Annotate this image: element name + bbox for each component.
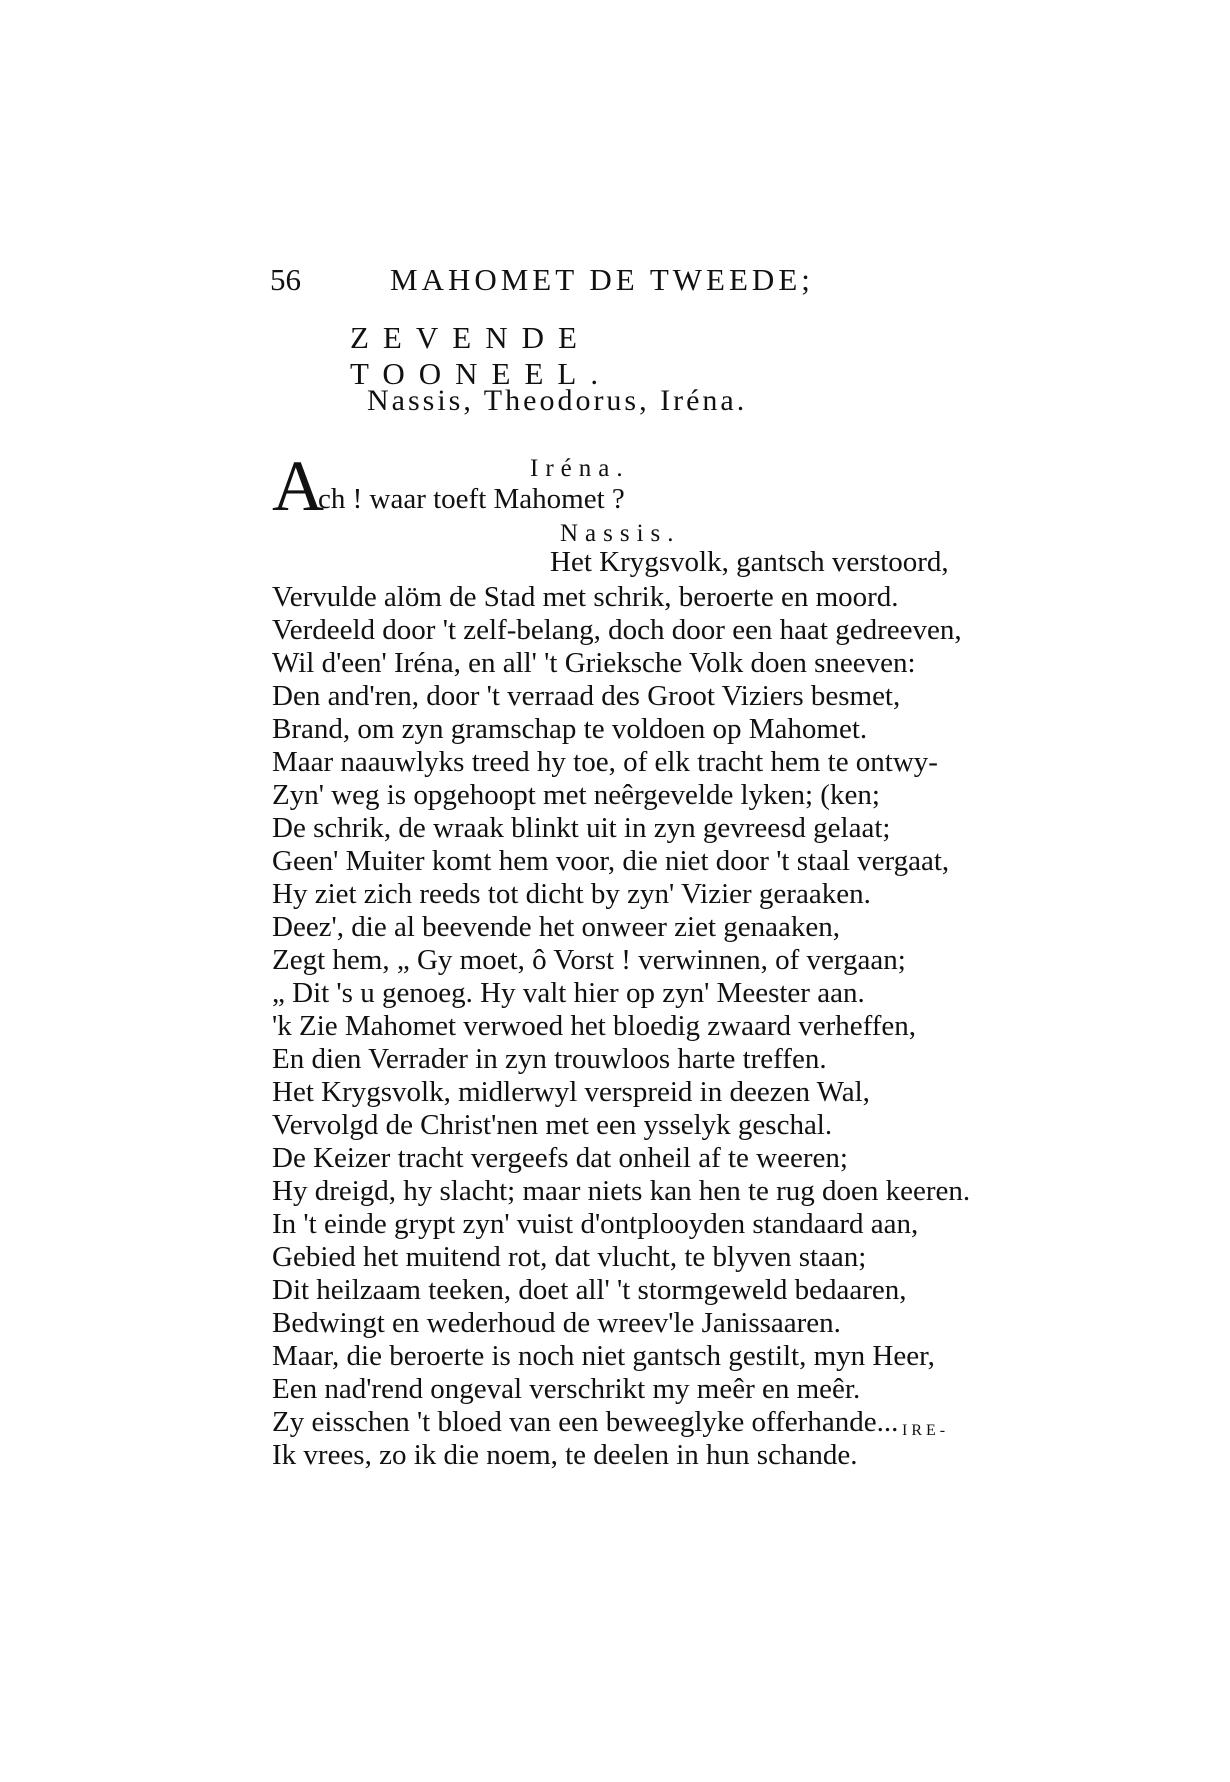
verse-line: Vervulde alöm de Stad met schrik, beroerte en moord. bbox=[272, 581, 899, 613]
verse-line: Den and'ren, door 't verraad des Groot Viziers besmet, bbox=[272, 680, 901, 712]
catchword: IRE- bbox=[902, 1422, 950, 1439]
verse-line: Gebied het muitend rot, dat vlucht, te blyven staan; bbox=[272, 1241, 867, 1273]
running-header bbox=[270, 258, 870, 308]
verse-line: Brand, om zyn gramschap te voldoen op Mahomet. bbox=[272, 713, 868, 745]
verse-line: Zegt hem, „ Gy moet, ô Vorst ! verwinnen, of vergaan; bbox=[272, 944, 906, 976]
verse-line: Maar naauwlyks treed hy toe, of elk tracht hem te ontwy- bbox=[272, 746, 938, 778]
drop-cap: A bbox=[272, 446, 324, 526]
scene-heading: ZEVENDE TOONEEL. bbox=[350, 320, 613, 391]
verse-line: De Keizer tracht vergeefs dat onheil af te weeren; bbox=[272, 1142, 848, 1174]
page-number: 56 bbox=[270, 262, 301, 297]
verse-line: Geen' Muiter komt hem voor, die niet door 't staal vergaat, bbox=[272, 845, 950, 877]
verse-line: Het Krygsvolk, midlerwyl verspreid in deezen Wal, bbox=[272, 1076, 870, 1108]
verse-line: Bedwingt en wederhoud de wreev'le Janissaaren. bbox=[272, 1307, 841, 1339]
verse-line: Wil d'een' Iréna, en all' 't Grieksche Volk doen sneeven: bbox=[272, 647, 916, 679]
verse-line: Hy dreigd, hy slacht; maar niets kan hen te rug doen keeren. bbox=[272, 1175, 971, 1207]
verse-line: Hy ziet zich reeds tot dicht by zyn' Vizier geraaken. bbox=[272, 878, 871, 910]
verse-line: Een nad'rend ongeval verschrikt my meêr en meêr. bbox=[272, 1373, 861, 1405]
verse-line: Zyn' weg is opgehoopt met neêrgevelde lyken; (ken; bbox=[272, 779, 880, 811]
characters-list: Nassis, Theodorus, Iréna. bbox=[367, 384, 748, 417]
verse-line: „ Dit 's u genoeg. Hy valt hier op zyn' Meester aan. bbox=[272, 977, 865, 1009]
verse-line: Het Krygsvolk, gantsch verstoord, bbox=[550, 546, 949, 578]
speaker-irena: Iréna. bbox=[530, 455, 630, 482]
first-line-rest: ch ! waar toeft Mahomet ? bbox=[318, 483, 625, 515]
verse-line: In 't einde grypt zyn' vuist d'ontplooyden standaard aan, bbox=[272, 1208, 919, 1240]
verse-line: Ik vrees, zo ik die noem, te deelen in hun schande. bbox=[272, 1439, 858, 1471]
verse-line: 'k Zie Mahomet verwoed het bloedig zwaard verheffen, bbox=[272, 1010, 917, 1042]
verse-line: Vervolgd de Christ'nen met een ysselyk geschal. bbox=[272, 1109, 833, 1141]
verse-line: Dit heilzaam teeken, doet all' 't stormgeweld bedaaren, bbox=[272, 1274, 907, 1306]
speaker-nassis: Nassis. bbox=[560, 520, 681, 547]
verse-line: Verdeeld door 't zelf-belang, doch door een haat gedreeven, bbox=[272, 614, 962, 646]
verse-line: Deez', die al beevende het onweer ziet genaaken, bbox=[272, 911, 840, 943]
running-title: MAHOMET DE TWEEDE; bbox=[390, 262, 814, 297]
verse-line: De schrik, de wraak blinkt uit in zyn gevreesd gelaat; bbox=[272, 812, 891, 844]
verse-line: En dien Verrader in zyn trouwloos harte treffen. bbox=[272, 1043, 827, 1075]
verse-line: Maar, die beroerte is noch niet gantsch gestilt, myn Heer, bbox=[272, 1340, 935, 1372]
verse-line: Zy eisschen 't bloed van een beweeglyke offerhande... bbox=[272, 1406, 899, 1438]
